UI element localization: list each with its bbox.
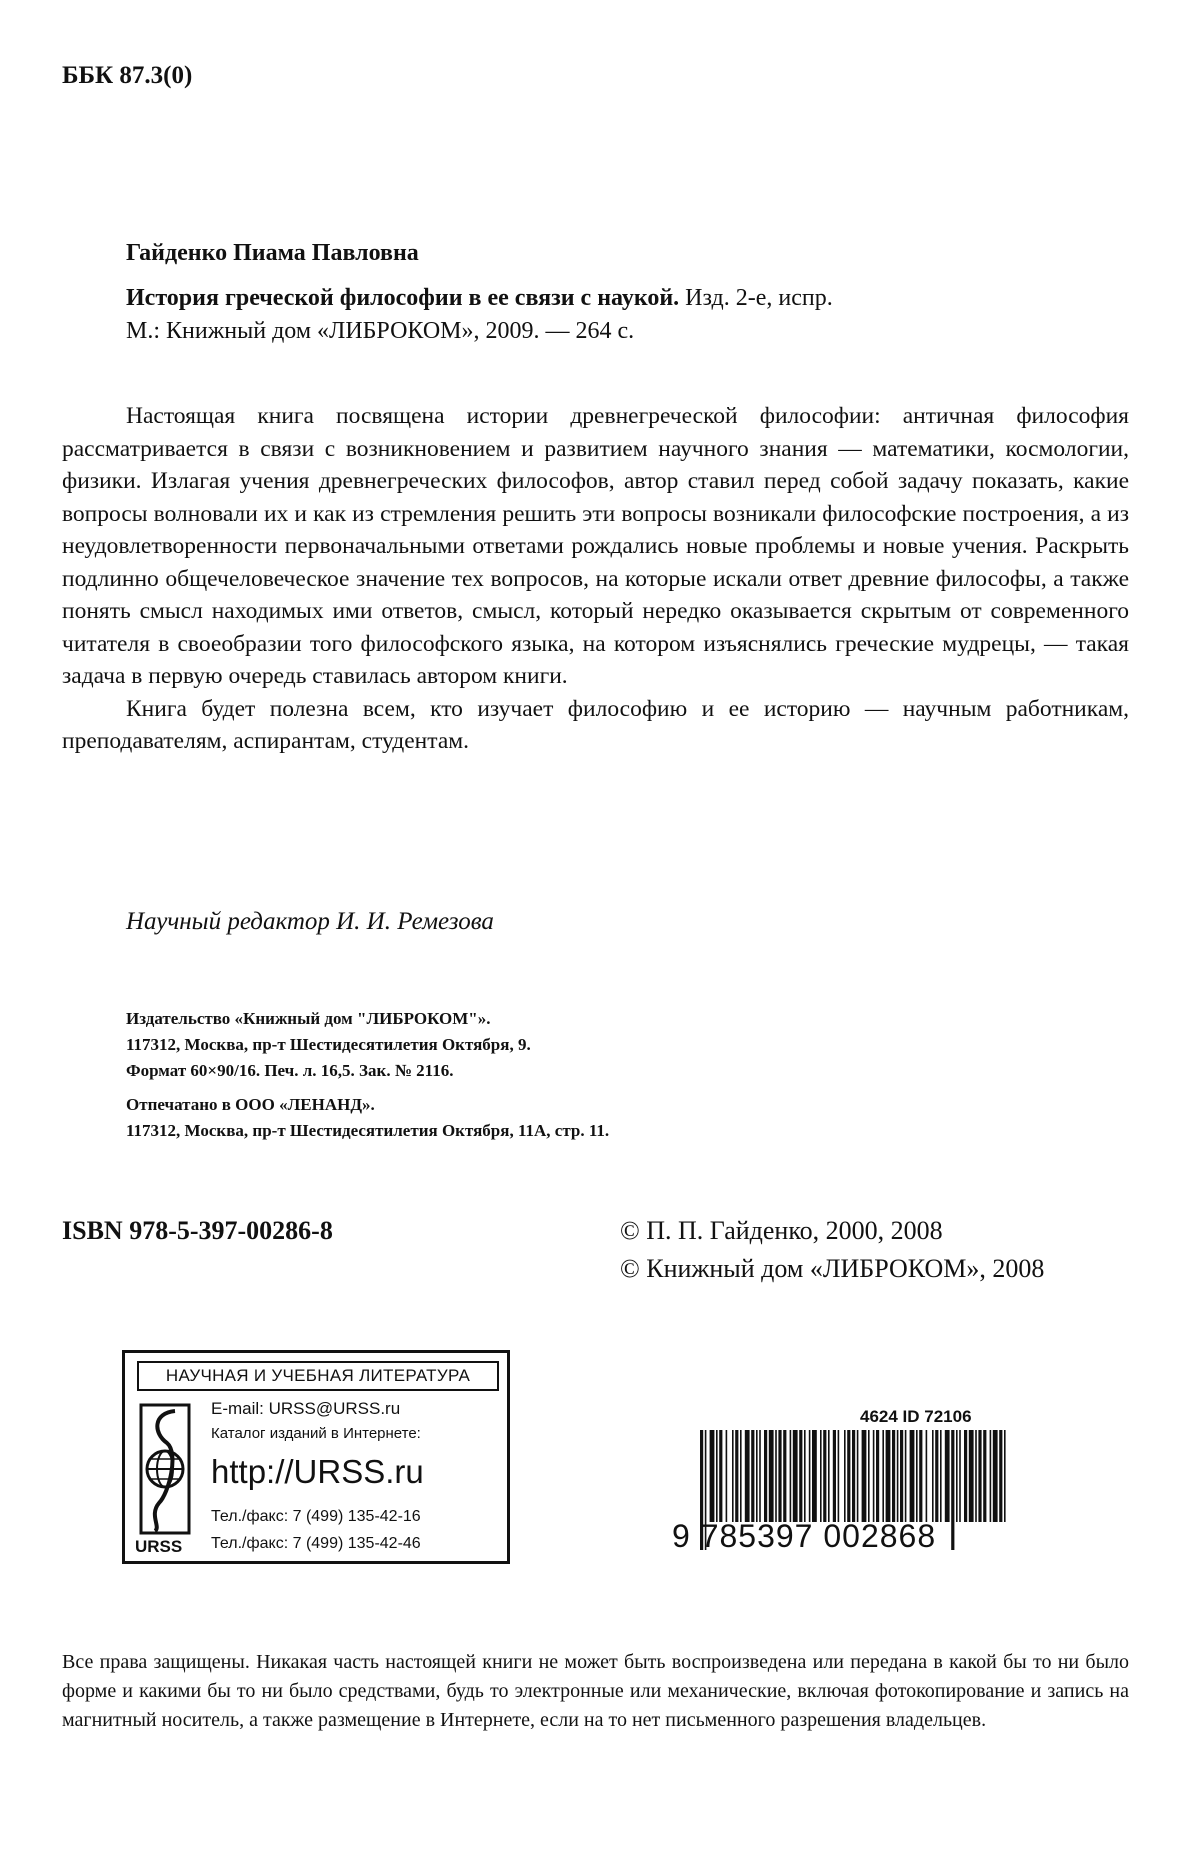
barcode-bar [935, 1430, 938, 1522]
barcode-bar [956, 1430, 958, 1522]
barcode-bar [735, 1430, 738, 1522]
barcode-bar [823, 1430, 826, 1522]
barcode-bar [926, 1430, 928, 1522]
barcode-bar [983, 1430, 986, 1522]
barcode-digits: 9 785397 002868 [672, 1518, 937, 1554]
copyright-publisher: © Книжный дом «ЛИБРОКОМ», 2008 [620, 1254, 1045, 1283]
barcode-bar [745, 1430, 750, 1522]
book-title-line [126, 285, 1126, 312]
barcode-bar [740, 1430, 742, 1522]
bbk-code: ББК 87.3(0) [62, 62, 193, 89]
barcode-bar [820, 1430, 822, 1522]
abstract-paragraph: Книга будет полезна всем, кто изучает философию и ее историю — научным работникам, преподавателям, аспирантам, студентам. [62, 695, 1129, 754]
barcode-bar [905, 1430, 907, 1522]
barcode-bar [833, 1430, 836, 1522]
barcode-bar [919, 1430, 922, 1522]
barcode-bar [1004, 1430, 1006, 1522]
barcode-bar [932, 1430, 934, 1522]
barcode-bar [719, 1430, 722, 1522]
urss-email: E-mail: URSS@URSS.ru [211, 1399, 401, 1418]
barcode-bar [910, 1430, 915, 1522]
barcode-bar [769, 1430, 774, 1522]
publisher-line: Издательство «Книжный дом "ЛИБРОКОМ"». [126, 1009, 491, 1028]
barcode-code: 4624 ID 72106 [860, 1407, 972, 1426]
barcode-bar [959, 1430, 961, 1522]
urss-logo-icon [139, 1403, 191, 1551]
barcode-bar [844, 1430, 846, 1522]
barcode-bar [882, 1430, 884, 1522]
barcode-bar [868, 1430, 870, 1522]
printer-line: 117312, Москва, пр-т Шестидесятилетия Октября, 11А, стр. 11. [126, 1121, 610, 1140]
isbn: ISBN 978-5-397-00286-8 [62, 1216, 333, 1245]
barcode-bar [756, 1430, 758, 1522]
publisher-line: Формат 60×90/16. Печ. л. 16,5. Зак. № 2116. [126, 1061, 454, 1080]
barcode-bar [951, 1430, 954, 1550]
imprint-line: М.: Книжный дом «ЛИБРОКОМ», 2009. — 264 с. [126, 318, 635, 344]
edition-note: Изд. 2-е, испр. [679, 285, 833, 311]
barcode-bar [764, 1430, 767, 1522]
copyright-author: © П. П. Гайденко, 2000, 2008 [620, 1216, 943, 1245]
barcode-bar [799, 1430, 802, 1522]
barcode-bar [978, 1430, 981, 1522]
barcode-bar [999, 1430, 1002, 1522]
rights-notice: Все права защищены. Никакая часть настоящей книги не может быть воспроизведена или передана в какой бы то ни было форме и какими бы то ни было средствами, будь то электронные или механические, включая фотокопирование и запись на магнитный носитель, а также размещение в Интернете, если на то нет письменного разрешения владельцев. [62, 1651, 1129, 1731]
printer-line: Отпечатано в ООО «ЛЕНАНД». [126, 1095, 375, 1114]
barcode-bar [790, 1430, 792, 1522]
barcode-bar [862, 1430, 867, 1522]
barcode-bar [897, 1430, 899, 1522]
barcode-bar [759, 1430, 761, 1522]
barcode-bar [876, 1430, 879, 1522]
barcode-bar [828, 1430, 830, 1522]
urss-phone-1: Тел./факс: 7 (499) 135-42-16 [211, 1508, 421, 1525]
scientific-editor: Научный редактор И. И. Ремезова [126, 908, 494, 935]
barcode-bar [945, 1430, 950, 1522]
urss-logo-name: URSS [135, 1537, 183, 1556]
barcode-bar [847, 1430, 850, 1522]
barcode-bar [716, 1430, 718, 1522]
urss-info-box [122, 1350, 510, 1564]
barcode-bar [964, 1430, 967, 1522]
barcode-bar [916, 1430, 918, 1522]
book-title: История греческой философии в ее связи с наукой. [126, 285, 680, 311]
barcode-bar [804, 1430, 806, 1522]
barcode-bar [990, 1430, 992, 1522]
barcode-bar [857, 1430, 859, 1522]
urss-box-header: НАУЧНАЯ И УЧЕБНАЯ ЛИТЕРАТУРА [137, 1361, 499, 1391]
barcode-bar [726, 1430, 728, 1522]
urss-phone-2: Тел./факс: 7 (499) 135-42-46 [211, 1535, 421, 1552]
barcode-bar [783, 1430, 786, 1522]
barcode-bar [809, 1430, 811, 1522]
barcode-bar [732, 1430, 734, 1522]
barcode-bar [975, 1430, 977, 1522]
barcode-bar [940, 1430, 942, 1522]
abstract [62, 400, 1129, 758]
barcode-bar [710, 1430, 715, 1522]
publisher-line: 117312, Москва, пр-т Шестидесятилетия Октября, 9. [126, 1035, 531, 1054]
barcode-bar [886, 1430, 891, 1522]
abstract-paragraph: Настоящая книга посвящена истории древнегреческой философии: античная философия рассматривается в связи с возникновением и развитием научного знания — математики, космологии, физики. Излагая учения древнегреческих философов, автор ставил перед собой задачу показать, какие вопросы волновали их и как из стремления решить эти вопросы возникали философские построения, а из неудовлетворенности первоначальными ответами рождались новые проблемы и новые учения. Раскрыть подлинно общечеловеческое значение тех вопросов, на которые искали ответ древние философы, а также понять смысл находимых ими ответов, смысл, который нередко оказывается скрытым от современного читателя в своеобразии того философского языка, на котором изъяснялись греческие мудрецы, — такая задача в первую очередь ставилась автором книги. [62, 403, 1129, 689]
barcode-bar [892, 1430, 895, 1522]
barcode-bar [751, 1430, 754, 1522]
author-name: Гайденко Пиама Павловна [126, 240, 419, 266]
barcode-bar [778, 1430, 781, 1522]
barcode-bar [838, 1430, 840, 1522]
barcode-bar [852, 1430, 855, 1522]
barcode-bar [900, 1430, 903, 1522]
barcode-bar [775, 1430, 777, 1522]
barcode-bar [969, 1430, 974, 1522]
publisher-info [126, 1006, 609, 1144]
urss-url: http://URSS.ru [211, 1453, 424, 1490]
barcode-bar [873, 1430, 875, 1522]
barcode-bar [812, 1430, 817, 1522]
barcode-bar [993, 1430, 998, 1522]
urss-catalog-note: Каталог изданий в Интернете: [211, 1425, 421, 1442]
barcode-bar [793, 1430, 798, 1522]
